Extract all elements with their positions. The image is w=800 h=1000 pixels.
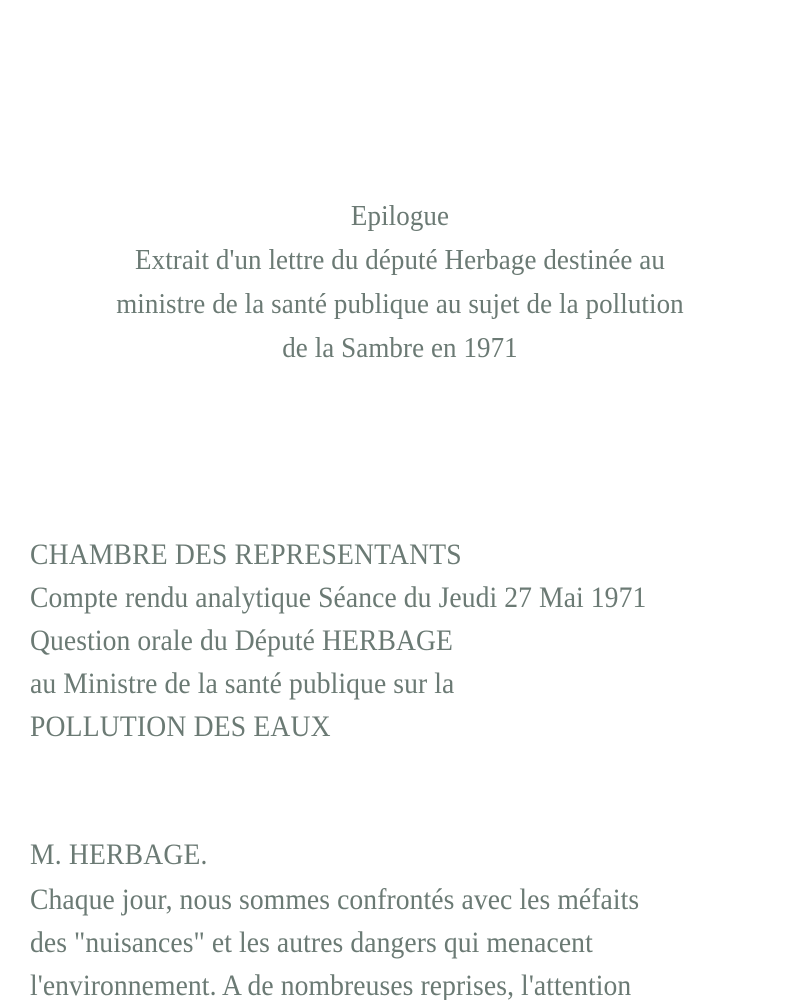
speech-line-1: Chaque jour, nous sommes confrontés avec les méfaits [30,883,640,916]
speech-section [30,833,790,1000]
speaker-name: M. HERBAGE. [30,838,208,871]
record-line-subject: POLLUTION DES EAUX [30,710,331,743]
record-line-question: Question orale du Député HERBAGE [30,624,453,657]
epilogue-heading [0,194,800,370]
epilogue-line-1: Epilogue [350,200,450,232]
speech-line-2: des "nuisances" et les autres dangers qui menacent [30,926,593,959]
epilogue-line-4: de la Sambre en 1971 [282,332,518,364]
record-line-session: Compte rendu analytique Séance du Jeudi 27 Mai 1971 [30,581,647,614]
record-line-assembly: CHAMBRE DES REPRESENTANTS [30,538,462,571]
epilogue-line-2: Extrait d'un lettre du député Herbage destinée au [135,244,665,276]
epilogue-line-3: ministre de la santé publique au sujet de la pollution [116,288,684,320]
record-line-addressee: au Ministre de la santé publique sur la [30,667,455,700]
parliamentary-record-header [30,533,790,748]
speech-line-3: l'environnement. A de nombreuses reprises, l'attention [30,969,632,1000]
